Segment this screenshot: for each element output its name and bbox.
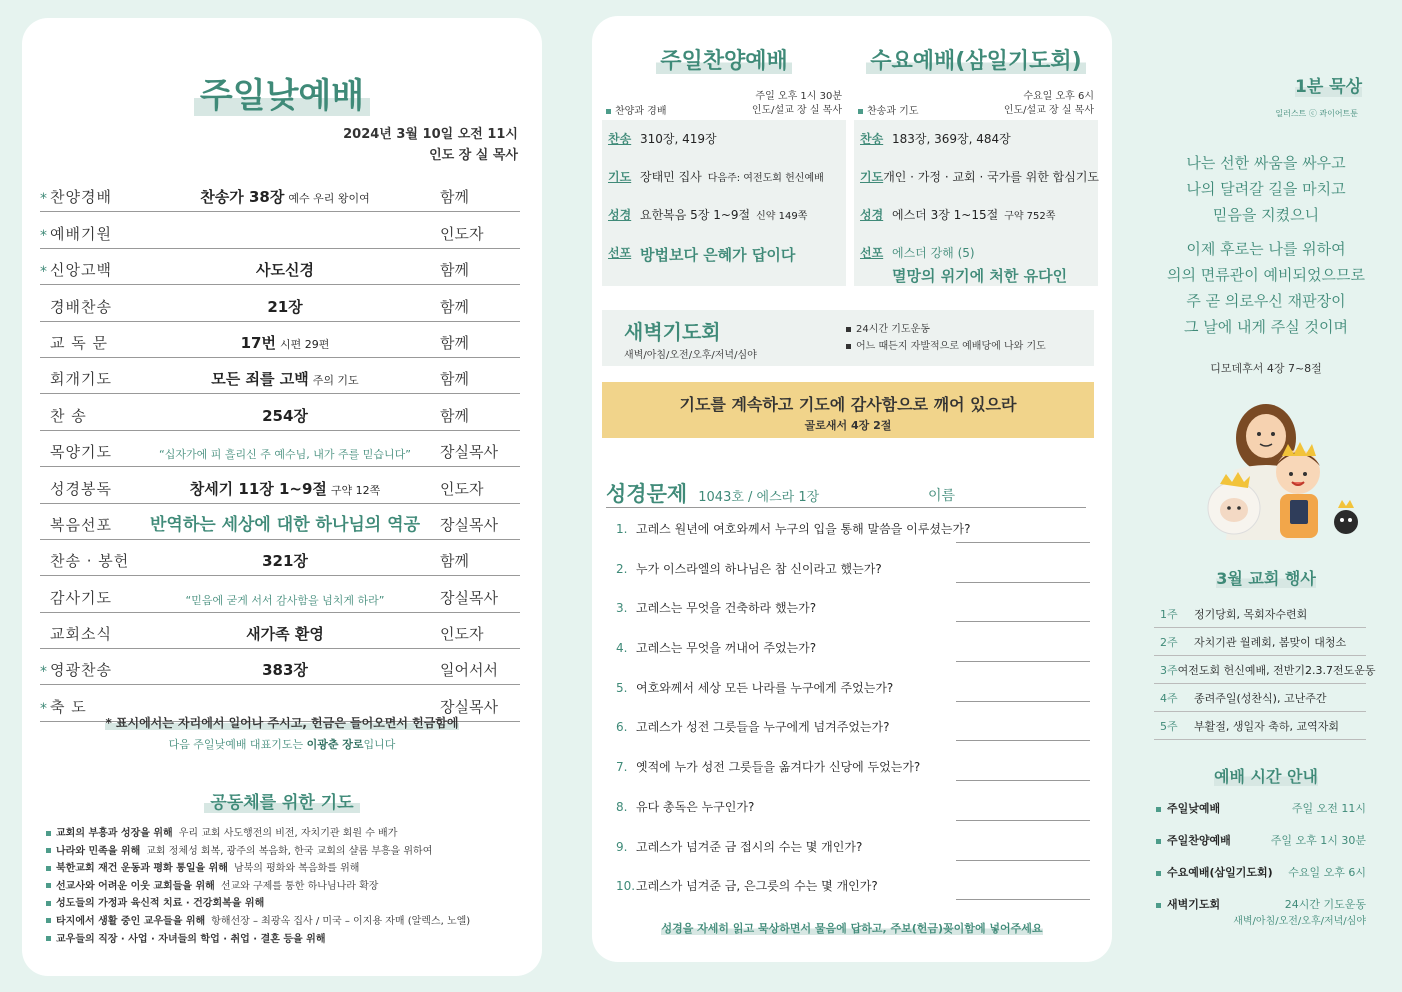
quiz-text: 고레스가 성전 그릇들을 누구에게 넘겨주었는가? — [636, 720, 890, 735]
order-item-text: 383장 — [262, 661, 308, 680]
service-row-label: 성경 — [608, 208, 632, 222]
church-events-list — [1154, 600, 1376, 740]
order-row — [40, 249, 520, 285]
service-row-label: 성경 — [860, 208, 884, 222]
list-item — [46, 824, 526, 842]
event-row — [1154, 628, 1366, 656]
order-item-person: 장실목사 — [440, 588, 498, 607]
prayer-detail: 교회 정체성 회복, 광주의 복음화, 한국 교회의 샬롬 부흥을 위하여 — [146, 845, 433, 857]
service-subtitle-text: 찬양과 경배 — [615, 106, 667, 117]
order-row — [40, 358, 520, 394]
order-item-text: “믿음에 굳게 서서 감사함을 넘치게 하라” — [185, 593, 385, 607]
quiz-question — [616, 838, 1090, 878]
service-title-text: 주일찬양예배 — [656, 49, 792, 74]
order-item-name: 성경봉독 — [50, 479, 112, 498]
service-leader-line: 인도/설교 장 실 목사 — [751, 105, 842, 116]
quiz-number: 1. — [616, 522, 628, 536]
service-subtitle-text: 찬송과 기도 — [867, 106, 919, 117]
order-item-name: 축 도 — [50, 697, 87, 716]
worship-order-panel — [22, 18, 542, 976]
meditation-reference: 디모데후서 4장 7~8절 — [1210, 362, 1322, 375]
answer-line[interactable] — [956, 820, 1090, 821]
next-prayer-note: 다음 주일낮예배 대표기도는 이광춘 장로입니다 — [168, 738, 396, 751]
order-item-content — [130, 368, 440, 389]
prayer-heading: 성도들의 가정과 육신적 치료 · 건강회복을 위해 — [56, 898, 265, 910]
service-time-row — [1156, 832, 1366, 864]
order-item-person: 인도자 — [440, 224, 484, 243]
service-row — [860, 162, 1100, 200]
service-details — [854, 120, 1098, 286]
answer-line[interactable] — [956, 701, 1090, 702]
service-title — [602, 44, 846, 76]
dawn-prayer-box — [602, 310, 1094, 366]
prayer-heading: 교회의 부흥과 성장을 위해 — [56, 828, 173, 839]
quiz-question — [616, 877, 1090, 917]
service-row-note: 신약 149쪽 — [756, 211, 808, 222]
order-item-person: 장실목사 — [440, 443, 498, 462]
bible-quiz-list — [616, 520, 1090, 917]
prayer-heading: 선교사와 어려운 이웃 교회들을 위해 — [56, 880, 215, 892]
service-header — [602, 76, 846, 120]
service-time-extra: 새벽/아침/오전/오후/저녁/심야 — [1233, 916, 1366, 927]
order-item-content — [130, 510, 440, 535]
order-row — [40, 649, 520, 685]
order-item-name: 찬송 · 봉헌 — [50, 552, 130, 571]
quiz-question — [616, 520, 1090, 560]
event-week: 5주 — [1160, 719, 1178, 733]
service-date: 2024년 3월 10일 오전 11시 — [343, 127, 518, 142]
order-item-sub: 구약 12쪽 — [330, 483, 381, 497]
service-row-value — [892, 206, 1055, 223]
order-item-text: 반역하는 세상에 대한 하나님의 역공 — [149, 514, 420, 535]
dawn-prayer-title: 새벽기도회 — [624, 320, 721, 344]
event-text: 종려주일(성찬식), 고난주간 — [1194, 691, 1327, 705]
services-panel — [592, 16, 1112, 962]
order-item-name: 복음선포 — [50, 515, 112, 534]
service-time — [1004, 90, 1094, 118]
dawn-prayer-items — [846, 320, 1046, 354]
order-row — [40, 322, 520, 358]
order-item-text: 17번 — [240, 333, 276, 352]
service-row-value — [640, 244, 795, 265]
quiz-instructions: 성경을 자세히 읽고 묵상하면서 물음에 답하고, 주보(헌금)꽂이함에 넣어주세요 — [661, 922, 1043, 935]
event-text: 부활절, 생일자 축하, 교역자회 — [1194, 719, 1339, 733]
service-row-label: 기도 — [608, 170, 632, 184]
worship-order-list — [40, 176, 520, 722]
event-row — [1154, 656, 1376, 684]
quiz-question — [616, 798, 1090, 838]
answer-line[interactable] — [956, 860, 1090, 861]
quiz-text: 옛적에 누가 성전 그릇들을 옮겨다가 신당에 두었는가? — [636, 760, 921, 775]
order-row — [40, 394, 520, 430]
service-row-note: 다음주: 여전도회 헌신예배 — [707, 173, 824, 184]
list-item — [46, 930, 526, 948]
service-time-name: 새벽기도회 — [1167, 898, 1221, 911]
service-header — [854, 76, 1098, 120]
prayer-heading: 타지에서 생활 중인 교우들을 위해 — [56, 915, 206, 927]
order-item-sub: 예수 우리 왕이여 — [288, 192, 370, 206]
quiz-question — [616, 758, 1090, 798]
sermon-title: 멸망의 위기에 처한 유다인 — [892, 267, 1068, 285]
quiz-question — [616, 599, 1090, 639]
order-item-content — [130, 623, 440, 644]
service-times-list — [1156, 800, 1366, 928]
order-item-person: 인도자 — [440, 479, 484, 498]
quiz-text: 유다 총독은 누구인가? — [636, 799, 755, 814]
order-item-name: 회개기도 — [50, 370, 112, 389]
sermon-series: 에스더 강해 (5) — [892, 246, 975, 260]
quiz-text: 여호와께서 세상 모든 나라를 누구에게 주었는가? — [636, 680, 894, 695]
order-item-content — [130, 550, 440, 571]
order-item-sub: 시편 29편 — [280, 337, 330, 351]
service-title — [854, 44, 1098, 76]
wednesday-service — [854, 44, 1098, 286]
event-week: 2주 — [1160, 635, 1178, 649]
sunday-praise-service — [602, 44, 846, 286]
event-text: 정기당회, 목회자수련회 — [1194, 607, 1308, 621]
order-item-name: 신앙고백 — [50, 261, 112, 280]
verse-text: 기도를 계속하고 기도에 감사함으로 깨어 있으라 — [679, 395, 1017, 414]
service-time-row — [1156, 896, 1366, 928]
order-item-text: 321장 — [262, 552, 308, 571]
order-item-name: 경배찬송 — [50, 297, 112, 316]
verse-banner — [602, 382, 1094, 438]
answer-line[interactable] — [956, 899, 1090, 900]
prayer-detail: 선교와 구제를 통한 하나님나라 확장 — [220, 880, 379, 892]
order-item-content — [130, 405, 440, 426]
meditation-verse: 나는 선한 싸움을 싸우고 나의 달려갈 길을 마치고 믿음을 지켰으니 이제 후로는 나를 위하여 의의 면류관이 예비되었으므로 주 곧 의로우신 재판장이 그 날에 내게 주실 것이며 — [1167, 154, 1365, 336]
bible-quiz-meta: 1043호 / 에스라 1장 — [698, 490, 820, 505]
service-row-value — [640, 168, 824, 185]
service-row-label: 선포 — [860, 246, 884, 260]
service-row — [608, 238, 840, 276]
quiz-question — [616, 718, 1090, 758]
prayer-detail: 남북의 평화와 복음화를 위해 — [233, 863, 360, 875]
order-item-text: 21장 — [267, 297, 303, 316]
order-row — [40, 540, 520, 576]
service-row-label: 기도 — [860, 170, 884, 184]
service-row-value — [892, 244, 1067, 286]
quiz-number: 10. — [616, 879, 636, 894]
service-time-value: 주일 오전 11시 — [1291, 802, 1366, 815]
quiz-text: 고레스가 넘겨준 금, 은그릇의 수는 몇 개인가? — [636, 879, 878, 894]
order-item-name: 영광찬송 — [50, 661, 112, 680]
list-item — [46, 859, 526, 877]
quiz-text: 고레스는 무엇을 꺼내어 주었는가? — [636, 641, 817, 656]
quiz-number: 2. — [616, 561, 628, 576]
order-item-text: “십자가에 피 흘리신 주 예수님, 내가 주를 믿습니다” — [159, 448, 411, 462]
quiz-number: 8. — [616, 799, 628, 814]
bible-quiz-header — [606, 478, 1086, 508]
answer-line[interactable] — [956, 582, 1090, 583]
answer-line[interactable] — [956, 621, 1090, 622]
order-item-content — [130, 296, 440, 317]
service-times-title: 예배 시간 안내 — [1214, 767, 1318, 786]
service-subtitle — [858, 102, 918, 117]
order-item-content — [130, 478, 440, 499]
order-row — [40, 431, 520, 467]
required-star: * — [40, 227, 47, 244]
service-leader: 인도 장 실 목사 — [429, 148, 518, 163]
order-item-text: 창세기 11장 1~9절 — [189, 479, 327, 498]
jesus-child-lamb-illustration — [1194, 390, 1370, 550]
illustration-credit: 일러스트 ⓒ 콰이어트툰 — [1275, 109, 1358, 118]
service-title-text: 수요예배(삼일기도회) — [866, 49, 1085, 74]
service-row-text: 183장, 369장, 484장 — [892, 132, 1011, 146]
service-row-text: 개인 · 가정 · 교회 · 국가를 위한 합심기도 — [883, 170, 1100, 184]
side-panel — [1130, 0, 1402, 992]
service-time-value: 24시간 기도운동 — [1284, 898, 1366, 911]
event-row — [1154, 684, 1366, 712]
service-time-value: 수요일 오후 6시 — [1288, 866, 1366, 879]
prayer-heading: 북한교회 재건 운동과 평화 통일을 위해 — [56, 863, 228, 875]
event-row — [1154, 712, 1366, 740]
order-item-person: 일어서서 — [440, 661, 498, 680]
order-item-content — [130, 332, 440, 353]
service-row-value — [892, 130, 1011, 147]
order-item-text: 찬송가 38장 — [200, 188, 285, 207]
service-row-value — [640, 206, 807, 223]
order-row — [40, 467, 520, 503]
event-week: 1주 — [1160, 607, 1178, 621]
list-item: 어느 때든지 자발적으로 예배당에 나와 기도 — [846, 337, 1046, 354]
order-item-name: 목양기도 — [50, 443, 112, 462]
verse-reference: 골로새서 4장 2절 — [804, 419, 892, 432]
order-item-content — [130, 446, 440, 462]
service-time-name: 수요예배(삼일기도회) — [1167, 866, 1273, 879]
order-item-person: 장실목사 — [440, 697, 498, 716]
service-row — [608, 162, 840, 200]
order-row — [40, 212, 520, 248]
order-item-person: 함께 — [440, 297, 469, 316]
quiz-number: 4. — [616, 641, 628, 656]
quiz-number: 6. — [616, 720, 628, 735]
order-item-text: 모든 죄를 고백 — [211, 370, 309, 389]
order-row — [40, 285, 520, 321]
service-row-text: 방법보다 은혜가 답이다 — [640, 246, 796, 264]
prayer-detail: 우리 교회 사도행전의 비전, 자치기관 회원 수 배가 — [178, 828, 398, 839]
list-item — [46, 842, 526, 860]
order-item-person: 함께 — [440, 406, 469, 425]
page-title: 주일낮예배 — [22, 68, 542, 117]
event-text: 여전도회 헌신예배, 전반기2.3.7전도운동 — [1177, 663, 1376, 677]
required-star: * — [40, 664, 47, 681]
order-item-name: 예배기원 — [50, 224, 112, 243]
service-row-label: 찬송 — [860, 132, 884, 146]
quiz-text: 고레스가 넘겨준 금 접시의 수는 몇 개인가? — [636, 839, 863, 854]
prayer-heading: 교우들의 직장 · 사업 · 자녀들의 학업 · 취업 · 결혼 등을 위해 — [56, 933, 326, 945]
prayer-detail: 항해선장 – 최광옥 집사 / 미국 – 이지용 자매 (알렉스, 노엘) — [211, 915, 471, 927]
order-item-content — [130, 659, 440, 680]
prayer-heading: 나라와 민족을 위해 — [56, 845, 141, 857]
order-item-person: 함께 — [440, 370, 469, 389]
service-row — [608, 200, 840, 238]
order-row — [40, 504, 520, 540]
order-item-name: 찬양경배 — [50, 188, 112, 207]
bible-quiz-title: 성경문제 — [606, 482, 688, 506]
order-item-content — [130, 186, 440, 207]
service-time-line: 주일 오후 1시 30분 — [755, 91, 842, 102]
quiz-text: 고레스 원년에 여호와께서 누구의 입을 통해 말씀을 이루셨는가? — [636, 522, 971, 536]
service-time-row — [1156, 864, 1366, 896]
event-week: 4주 — [1160, 691, 1178, 705]
order-item-name: 찬 송 — [50, 406, 87, 425]
event-text: 자치기관 월례회, 봄맞이 대청소 — [1194, 635, 1347, 649]
name-label: 이름 — [928, 488, 956, 504]
order-item-person: 함께 — [440, 188, 469, 207]
service-row-note: 구약 752쪽 — [1004, 211, 1056, 222]
required-star: * — [40, 264, 47, 281]
order-item-name: 감사기도 — [50, 588, 112, 607]
service-row-text: 310장, 419장 — [640, 132, 717, 146]
answer-line[interactable] — [956, 542, 1090, 543]
event-week: 3주 — [1160, 663, 1178, 677]
order-item-text: 새가족 환영 — [246, 625, 324, 644]
order-row — [40, 176, 520, 212]
service-time-value: 주일 오후 1시 30분 — [1270, 834, 1366, 847]
order-item-content — [130, 592, 440, 608]
quiz-text: 고레스는 무엇을 건축하라 했는가? — [636, 601, 817, 616]
event-row — [1154, 600, 1366, 628]
order-item-person: 인도자 — [440, 625, 484, 644]
order-row — [40, 576, 520, 612]
quiz-number: 7. — [616, 760, 628, 775]
service-row-text: 장태민 집사 — [640, 170, 702, 184]
list-item — [46, 912, 526, 930]
quiz-question — [616, 560, 1090, 600]
service-row — [860, 124, 1092, 162]
service-row-text: 요한복음 5장 1~9절 — [640, 208, 751, 222]
order-item-text: 254장 — [262, 406, 308, 425]
list-item — [46, 877, 526, 895]
quiz-number: 9. — [616, 839, 628, 854]
list-item — [46, 894, 526, 912]
required-star: * — [40, 191, 47, 208]
service-leader-line: 인도/설교 장 실 목사 — [1003, 105, 1094, 116]
service-time-line: 수요일 오후 6시 — [1023, 91, 1094, 102]
order-item-person: 함께 — [440, 261, 469, 280]
meditation-title: 1분 묵상 — [1294, 77, 1362, 97]
order-item-text: 사도신경 — [256, 261, 314, 280]
service-row-label: 선포 — [608, 246, 632, 260]
order-item-name: 교회소식 — [50, 625, 112, 644]
service-row-label: 찬송 — [608, 132, 632, 146]
service-time-row — [1156, 800, 1366, 832]
dawn-prayer-times: 새벽/아침/오전/오후/저녁/심야 — [624, 350, 757, 361]
standing-note: * 표시에서는 자리에서 일어나 주시고, 헌금은 들어오면서 헌금함에 — [105, 716, 459, 730]
quiz-text: 누가 이스라엘의 하나님은 참 신이라고 했는가? — [636, 561, 882, 576]
answer-line[interactable] — [956, 661, 1090, 662]
service-details — [602, 120, 846, 286]
service-time-name: 주일낮예배 — [1167, 802, 1221, 815]
quiz-number: 3. — [616, 601, 628, 616]
order-row — [40, 613, 520, 649]
quiz-question — [616, 639, 1090, 679]
required-star: * — [40, 700, 47, 717]
events-title: 3월 교회 행사 — [1216, 569, 1316, 588]
order-item-content — [130, 259, 440, 280]
order-item-sub: 주의 기도 — [312, 374, 359, 388]
answer-line[interactable] — [956, 780, 1090, 781]
service-row-value — [640, 130, 717, 147]
order-item-name: 교 독 문 — [50, 333, 109, 352]
service-row — [608, 124, 840, 162]
service-row-text: 에스더 3장 1~15절 — [892, 208, 999, 222]
service-row — [860, 200, 1092, 238]
order-item-person: 함께 — [440, 333, 469, 352]
order-item-person: 장실목사 — [440, 515, 498, 534]
quiz-question — [616, 679, 1090, 719]
service-row — [860, 238, 1092, 285]
quiz-number: 5. — [616, 680, 628, 695]
answer-line[interactable] — [956, 740, 1090, 741]
service-time-name: 주일찬양예배 — [1167, 834, 1231, 847]
service-subtitle — [606, 102, 666, 117]
order-item-person: 함께 — [440, 552, 469, 571]
community-prayer-list — [46, 824, 526, 947]
list-item: 24시간 기도운동 — [846, 320, 1046, 337]
service-time — [752, 90, 842, 118]
service-row-value — [883, 168, 1099, 185]
community-prayer-title: 공동체를 위한 기도 — [22, 788, 542, 813]
